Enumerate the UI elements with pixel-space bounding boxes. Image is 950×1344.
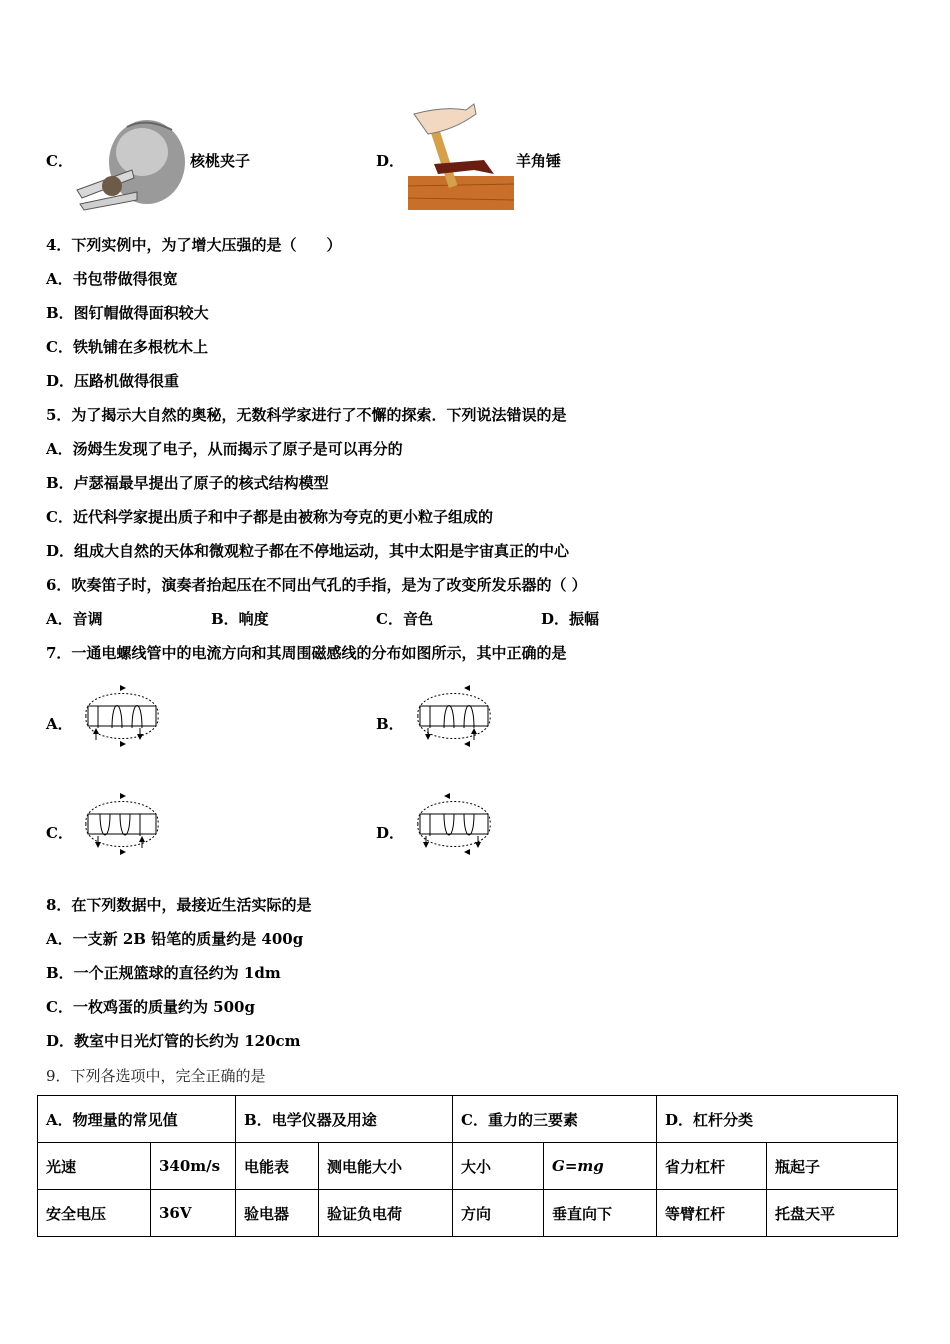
q7-stem: 7．一通电螺线管中的电流方向和其周围磁感线的分布如图所示，其中正确的是 [46,644,567,662]
q6-option-b: B．响度 [211,610,269,628]
q8-option-b: B．一个正规篮球的直径约为 1dm [46,964,281,982]
q6-option-c: C．音色 [376,610,433,628]
header-cell: D．杠杆分类 [657,1096,898,1143]
table-header-row [38,1096,898,1143]
q9-stem: 9．下列各选项中，完全正确的是 [46,1067,266,1085]
table-cell: 验证负电荷 [319,1190,453,1237]
q7-label-a: A． [46,715,73,733]
q5-option-a: A．汤姆生发现了电子，从而揭示了原子是可以再分的 [46,440,403,458]
header-cell: B．电学仪器及用途 [236,1096,453,1143]
table-cell: 340m/s [151,1143,236,1190]
q5-option-b: B．卢瑟福最早提出了原子的核式结构模型 [46,474,329,492]
table-row [38,1190,898,1237]
q5-stem: 5．为了揭示大自然的奥秘，无数科学家进行了不懈的探索．下列说法错误的是 [46,406,567,424]
table-cell: 等臂杠杆 [657,1190,767,1237]
header-cell: A．物理量的常见值 [38,1096,236,1143]
q4-option-d: D．压路机做得很重 [46,372,180,390]
table-cell: 安全电压 [38,1190,151,1237]
q4-option-a: A．书包带做得很宽 [46,270,178,288]
table-cell: 36V [151,1190,236,1237]
q4-stem: 4．下列实例中，为了增大压强的是（ ） [46,236,342,254]
table-cell: 省力杠杆 [657,1143,767,1190]
solenoid-diagram-b [408,680,500,752]
nutcracker-image [72,112,190,212]
q7-label-d: D． [376,824,405,842]
solenoid-diagram-d [408,788,500,860]
q6-option-a: A．音调 [46,610,103,628]
q7-label-c: C． [46,824,73,842]
q8-option-d: D．教室中日光灯管的长约为 120cm [46,1032,301,1050]
option-c-text: 核桃夹子 [190,152,251,170]
table-cell: 测电能大小 [319,1143,453,1190]
table-cell: 光速 [38,1143,151,1190]
q6-option-d: D．振幅 [541,610,600,628]
q8-option-c: C．一枚鸡蛋的质量约为 500g [46,998,255,1016]
q5-option-c: C．近代科学家提出质子和中子都是由被称为夸克的更小粒子组成的 [46,508,493,526]
header-cell: C．重力的三要素 [453,1096,657,1143]
table-cell: 托盘天平 [767,1190,898,1237]
q4-option-b: B．图钉帽做得面积较大 [46,304,209,322]
table-cell: 方向 [453,1190,544,1237]
claw-hammer-image [404,100,516,212]
q6-stem: 6．吹奏笛子时，演奏者抬起压在不同出气孔的手指，是为了改变所发乐器的（ ） [46,576,587,594]
option-c-letter: C． [46,152,73,170]
table-cell: 验电器 [236,1190,319,1237]
table-cell: 大小 [453,1143,544,1190]
q5-option-d: D．组成大自然的天体和微观粒子都在不停地运动，其中太阳是宇宙真正的中心 [46,542,570,560]
q8-stem: 8．在下列数据中，最接近生活实际的是 [46,896,312,914]
table-cell: 垂直向下 [544,1190,657,1237]
q7-label-b: B． [376,715,404,733]
option-d-letter: D． [376,152,405,170]
solenoid-diagram-a [76,680,168,752]
q8-option-a: A．一支新 2B 铅笔的质量约是 400g [46,930,304,948]
q9-table [37,1095,898,1237]
solenoid-diagram-c [76,788,168,860]
table-cell: 电能表 [236,1143,319,1190]
table-cell: 瓶起子 [767,1143,898,1190]
table-cell: G=mg [544,1143,657,1190]
q4-option-c: C．铁轨铺在多根枕木上 [46,338,208,356]
option-d-text: 羊角锤 [516,152,562,170]
table-row [38,1143,898,1190]
